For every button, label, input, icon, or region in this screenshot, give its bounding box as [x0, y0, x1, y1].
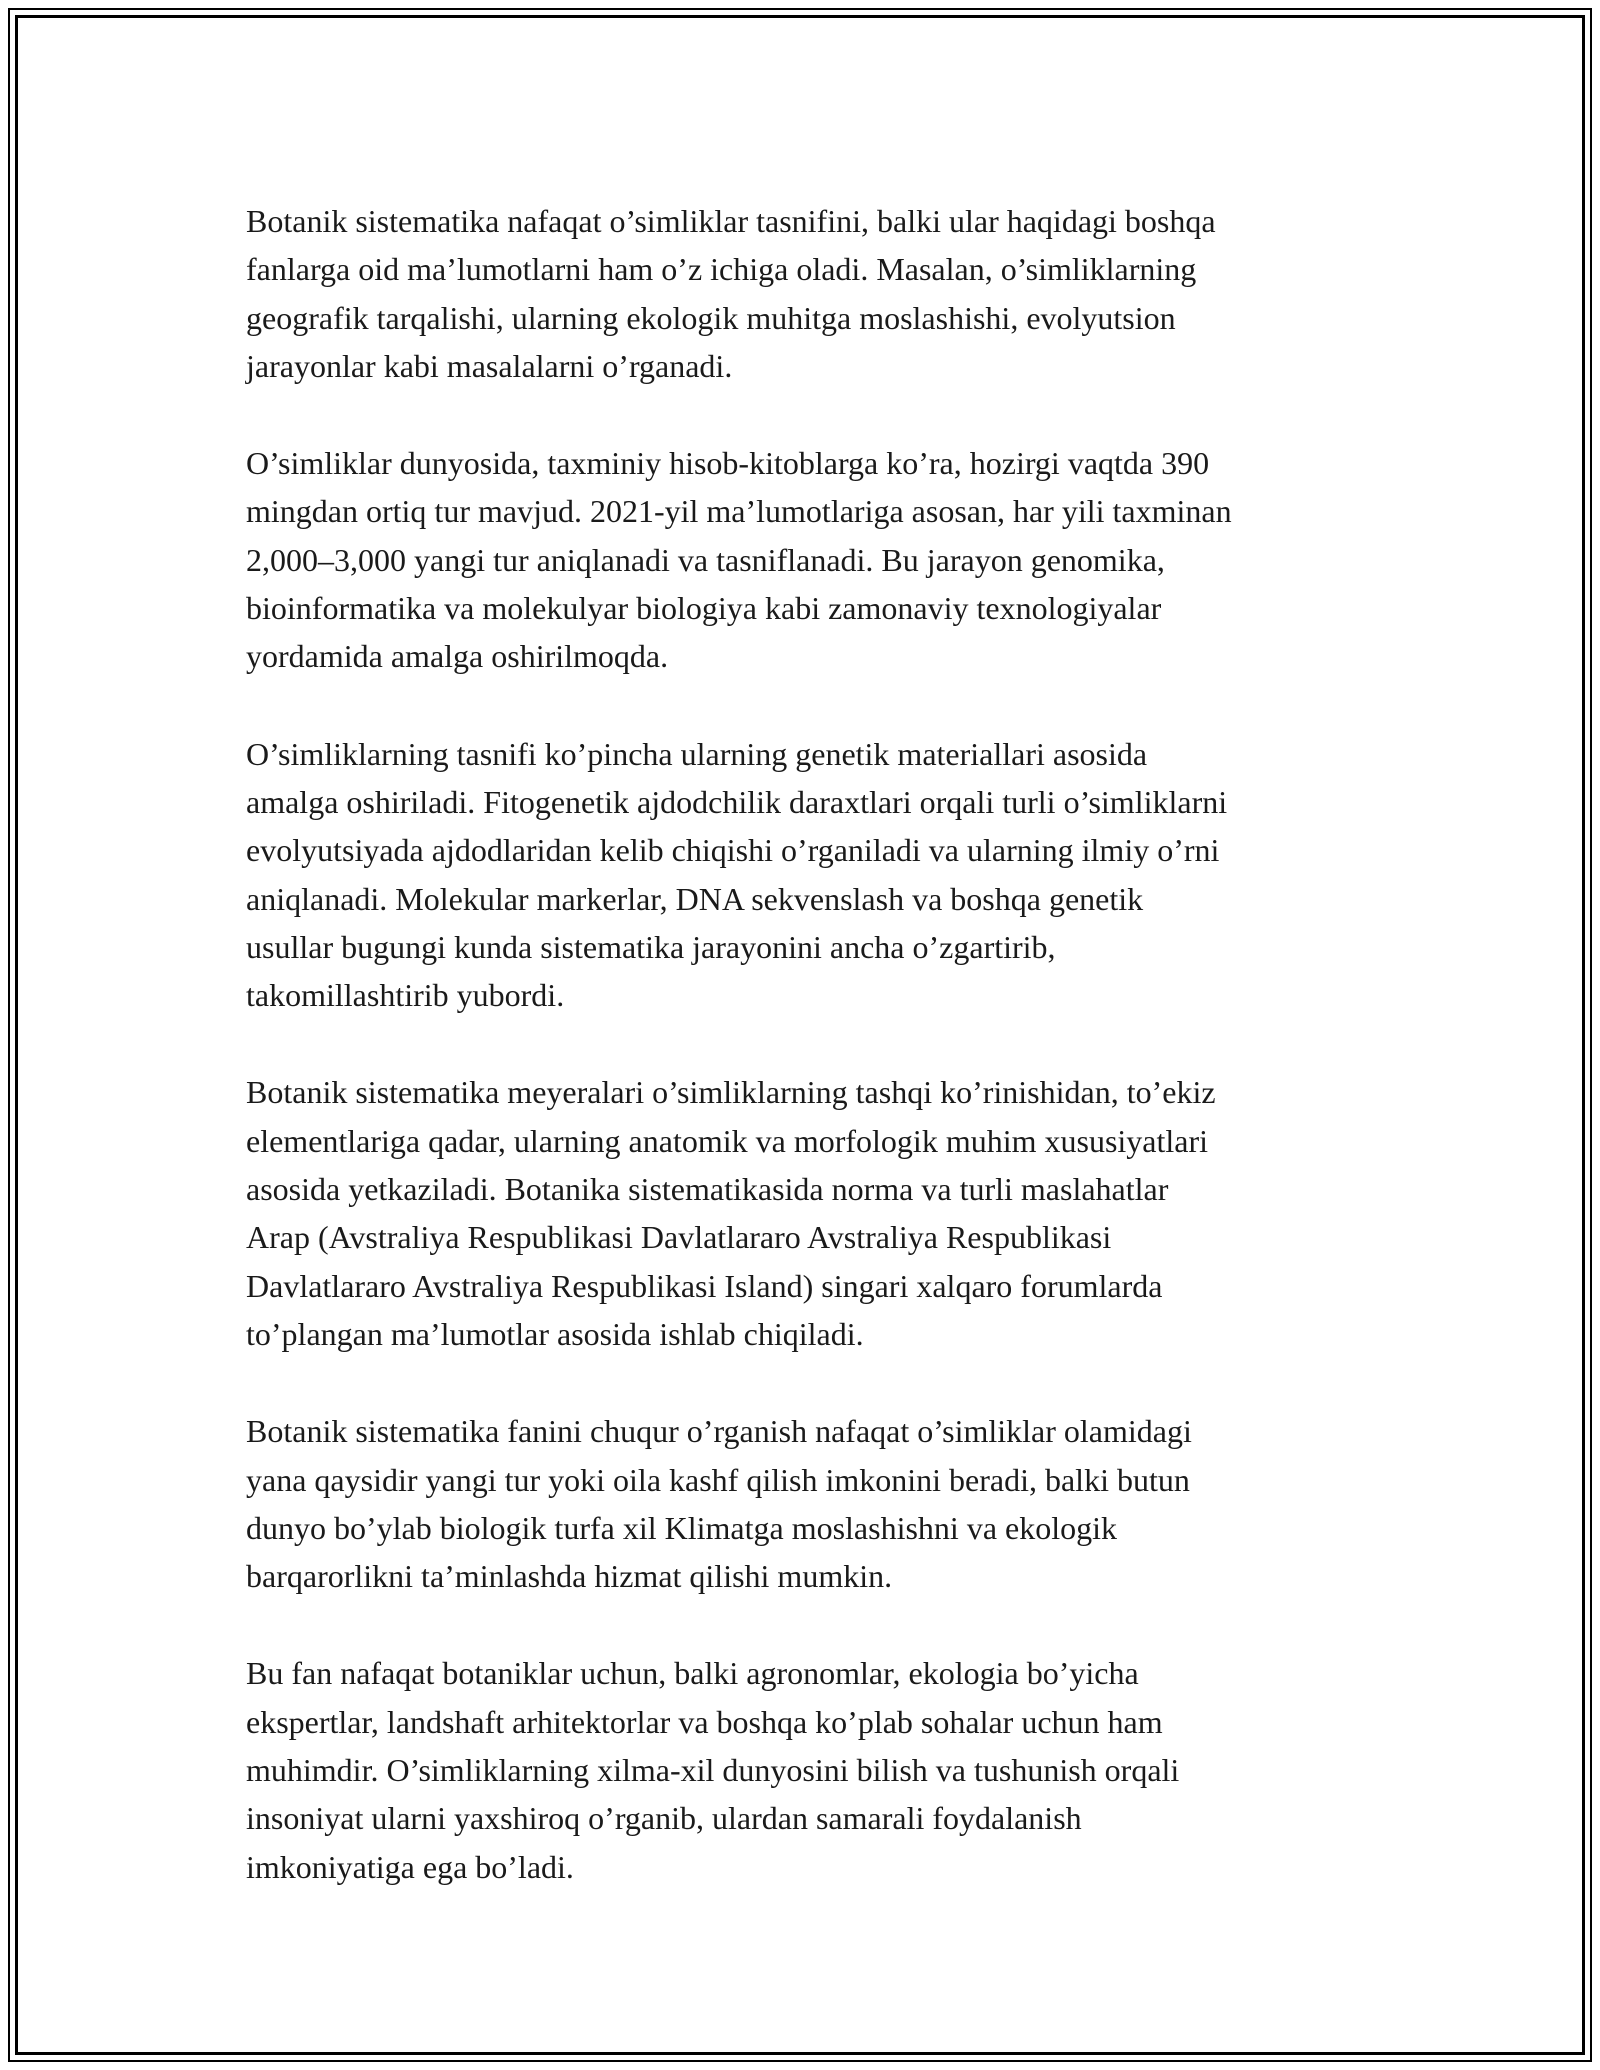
text-line: yana qaysidir yangi tur yoki oila kashf qilish imkonini beradi, balki butun: [246, 1461, 1190, 1498]
text-line: dunyo bo’ylab biologik turfa xil Klimatga moslashishni va ekologik: [246, 1509, 1117, 1546]
text-line: Davlatlararo Avstraliya Respublikasi Island) singari xalqaro forumlarda: [246, 1267, 1163, 1304]
text-line: yordamida amalga oshirilmoqda.: [246, 638, 669, 675]
text-line: Botanik sistematika nafaqat o’simliklar tasnifini, balki ular haqidagi boshqa: [246, 203, 1216, 239]
text-line: to’plangan ma’lumotlar asosida ishlab chiqiladi.: [246, 1315, 864, 1352]
text-line: O’simliklarning tasnifi ko’pincha ularning genetik materiallari asosida: [246, 735, 1148, 772]
text-line: bioinformatika va molekulyar biologiya kabi zamonaviy texnologiyalar: [246, 590, 1162, 627]
text-line: takomillashtirib yubordi.: [246, 977, 565, 1014]
text-line: insoniyat ularni yaxshiroq o’rganib, ulardan samarali foydalanish: [246, 1800, 1082, 1837]
text-line: jarayonlar kabi masalalarni o’rganadi.: [246, 347, 733, 384]
paragraph-2: [246, 439, 1376, 680]
text-line: elementlariga qadar, ularning anatomik va morfologik muhim xususiyatlari: [246, 1122, 1209, 1159]
text-line: geografik tarqalishi, ularning ekologik muhitga moslashishi, evolyutsion: [246, 299, 1176, 336]
text-line: Botanik sistematika meyeralari o’simliklarning tashqi ko’rinishidan, to’ekiz: [246, 1074, 1216, 1111]
text-line: imkoniyatiga ega bo’ladi.: [246, 1848, 574, 1885]
text-line: Botanik sistematika fanini chuqur o’rganish nafaqat o’simliklar olamidagi: [246, 1413, 1192, 1450]
document-body: [246, 197, 1376, 1940]
text-line: Arap (Avstraliya Respublikasi Davlatlararo Avstraliya Respublikasi: [246, 1219, 1112, 1256]
text-line: aniqlanadi. Molekular markerlar, DNA sekvenslash va boshqa genetik: [246, 880, 1144, 917]
text-line: evolyutsiyada ajdodlaridan kelib chiqishi o’rganiladi va ularning ilmiy o’rni: [246, 832, 1220, 869]
paragraph-1: [246, 197, 1376, 390]
paragraph-5: [246, 1407, 1376, 1600]
text-line: usullar bugungi kunda sistematika jarayonini ancha o’zgartirib,: [246, 928, 1056, 965]
text-line: fanlarga oid ma’lumotlarni ham o’z ichiga oladi. Masalan, o’simliklarning: [246, 251, 1197, 288]
paragraph-6: [246, 1649, 1376, 1890]
text-line: barqarorlikni ta’minlashda hizmat qilishi mumkin.: [246, 1558, 893, 1595]
text-line: amalga oshiriladi. Fitogenetik ajdodchilik daraxtlari orqali turli o’simliklarni: [246, 783, 1228, 820]
paragraph-3: [246, 730, 1376, 1020]
text-line: O’simliklar dunyosida, taxminiy hisob-kitoblarga ko’ra, hozirgi vaqtda 390: [246, 445, 1210, 482]
text-line: 2,000–3,000 yangi tur aniqlanadi va tasniflanadi. Bu jarayon genomika,: [246, 541, 1165, 578]
page-frame: [8, 8, 1592, 2062]
text-line: ekspertlar, landshaft arhitektorlar va boshqa ko’plab sohalar uchun ham: [246, 1703, 1163, 1740]
paragraph-4: [246, 1068, 1376, 1358]
text-line: Bu fan nafaqat botaniklar uchun, balki agronomlar, ekologia bo’yicha: [246, 1655, 1139, 1692]
text-line: mingdan ortiq tur mavjud. 2021-yil ma’lumotlariga asosan, har yili taxminan: [246, 493, 1232, 530]
text-line: asosida yetkaziladi. Botanika sistematikasida norma va turli maslahatlar: [246, 1171, 1169, 1208]
text-line: muhimdir. O’simliklarning xilma-xil dunyosini bilish va tushunish orqali: [246, 1752, 1180, 1789]
